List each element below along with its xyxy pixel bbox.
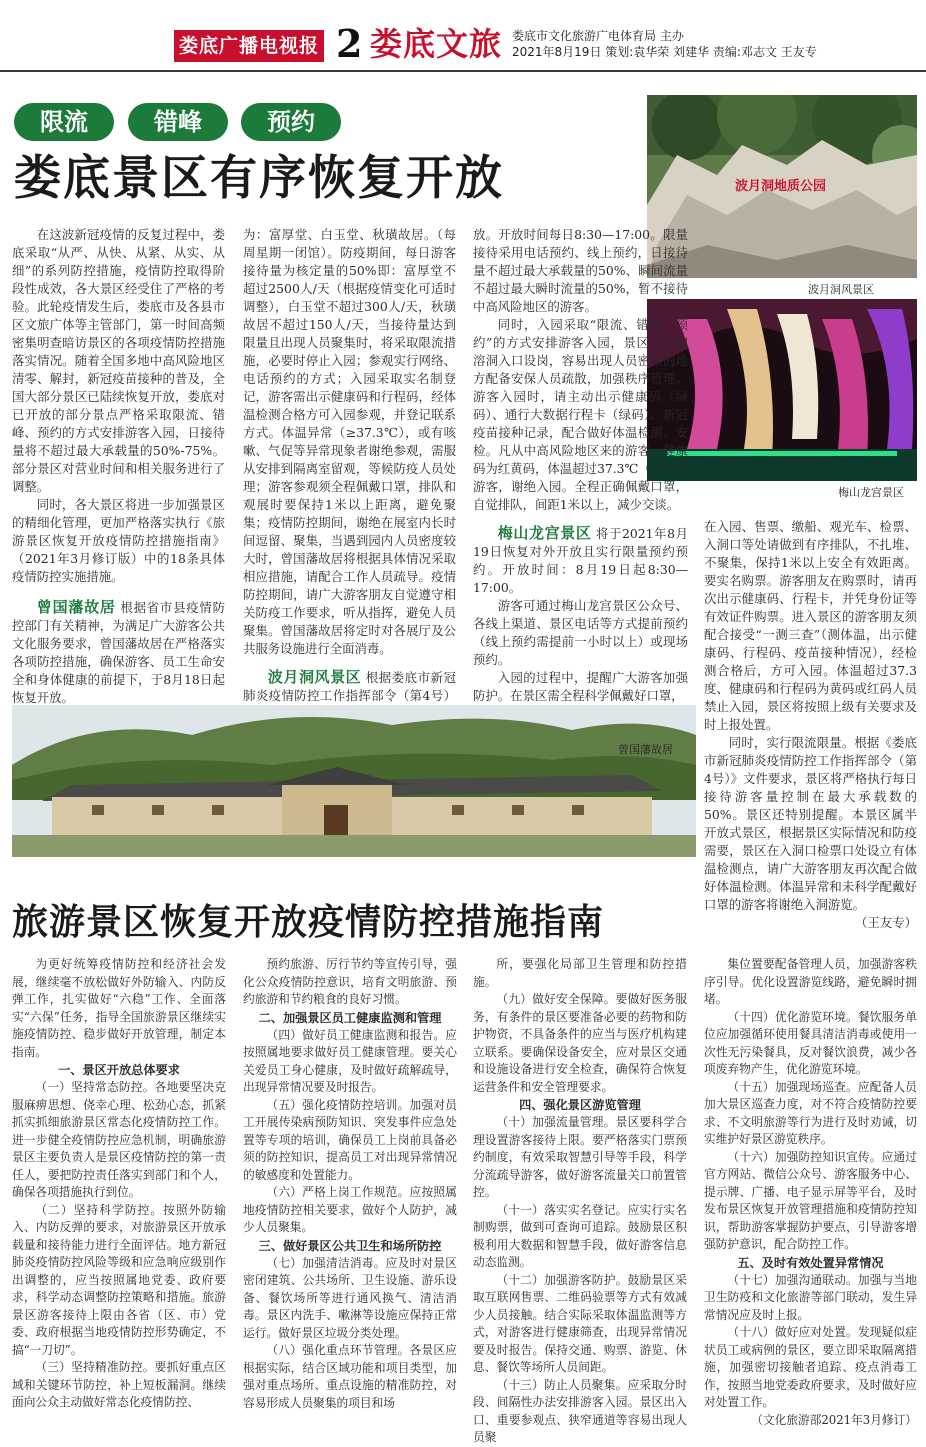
article1-column-2 (243, 226, 456, 759)
guide-paragraph: （八）强化重点环节管理。各景区应根据实际，结合区域功能和项目类型，加强对重点场所、重点设施的精准防控，对容易形成人员聚集的项目和场 (243, 1343, 457, 1410)
subhead-boyuedong: 波月洞风景区 (267, 668, 362, 686)
subhead-zengguofan: 曾国藩故居 (36, 598, 116, 616)
paragraph: 放。开放时间每日8:30—17:00。限量接待采用电话预约、线上预约，日接待量不超过最大承载量的50%、瞬间流量不超过最大瞬时流量的50%，暂不接待中高风险地区的游客。 (473, 227, 688, 314)
guide-paragraph: 预约旅游、厉行节约等宣传引导，强化公众疫情防控意识，培育文明旅游、预约旅游和节约粮食的良好习惯。 (243, 957, 457, 1006)
guide-section-heading: 五、及时有效处置异常情况 (737, 1255, 884, 1270)
paragraph-inline: 根据省市县疫情防控部门有关精神，为满足广大游客公共文化服务要求，曾国藩故居在严格落实各项防控措施，确保游客、员工生命安全和身体健康的前提下，于8月18日起恢复开放。 (12, 600, 225, 705)
guide-headline: 旅游景区恢复开放疫情防控措施指南 (12, 902, 605, 943)
guide-paragraph: （十五）加强现场巡查。应配备人员加大景区巡查力度，对不符合疫情防控要求、不文明旅游等行为进行及时劝诫，切实维护好景区游览秩序。 (704, 1079, 917, 1146)
tag-pill-3: 预约 (241, 103, 341, 141)
caption-boyuedong: 波月洞风景区 (808, 283, 874, 296)
zeng-section (12, 598, 225, 707)
article1-column-3 (473, 226, 688, 705)
paragraph: 游客可通过梅山龙宫景区公众号、各线上渠道、景区电话等方式提前预约（线上预约需提前一小时以上）或现场预约。 (473, 598, 688, 667)
paragraph: 为：富厚堂、白玉堂、秋璜故居。（每周星期一闭馆）。防疫期间，每日游客接待量为核定量的50%即：富厚堂不超过2500人/天（根据疫情变化可适时调整），白玉堂不超过300人/天，秋璜故居不超过150人/天，当接待量达到限量且出现人员聚集时，将采取限流措施，必要时停止入园；参观实行网络、电话预约的方式；入园采取实名制登记，游客需出示健康码和行程码，经体温检测合格方可入园参观，并登记联系方式。体温异常（≥37.3℃），或有咳嗽、气促等异常现象者谢绝参观，需服从安排到隔离室留观，等候防疫人员处理；游客参观须全程佩戴口罩，排队和观展时要保持1米以上距离，避免聚集；疫情防控期间，谢绝在展室内长时间逗留、聚集，当遇到园内人员密度较大时，曾国藩故居将根据具体情况采取相应措施，请配合工作人员疏导。疫情防控期间，请广大游客朋友自觉遵守相关防疫工作要求，听从指挥，避免人员聚集。曾国藩故居将定时对各展厅及公共服务设施进行全面消毒。 (243, 227, 456, 656)
section-title: 娄底文旅 (370, 25, 503, 63)
guide-source-note: （文化旅游部2021年3月修订） (751, 1412, 917, 1427)
paragraph-inline: 将于2021年8月19日恢复对外开放且实行限量预约预约。开放时间：8月19日起8:30—17:00。 (473, 526, 688, 595)
photo-zengguofan (12, 705, 696, 857)
guide-paragraph: （三）坚持精准防控。要抓好重点区域和关键环节防控，补上短板漏洞。继续面向公众主动做好常态化疫情防控、 (12, 1360, 226, 1409)
article1-column-1 (12, 226, 225, 761)
guide-section-heading: 一、景区开放总体要求 (58, 1063, 180, 1077)
guide-paragraph: （十七）加强沟通联动。加强与当地卫生防疫和文化旅游等部门联动，发生异常情况应及时上报。 (704, 1272, 917, 1322)
guide-paragraph: （十六）加强防控知识宣传。应通过官方网站、微信公众号、游客服务中心、提示牌、广播、电子显示屏等平台，及时发布景区恢复开放管理措施和疫情防控知识，帮助游客掌握防护要点，引导游客增强防护意识，配合防控工作。 (704, 1149, 917, 1251)
guide-paragraph: （六）严格上岗工作规范。应按照属地疫情防控相关要求，做好个人防护，减少人员聚集。 (243, 1185, 457, 1234)
guide-section-heading: 二、加强景区员工健康监测和管理 (258, 1010, 442, 1025)
guide-paragraph: （十二）加强游客防护。鼓励景区采取互联网售票、二维码验票等方式有效减少人员接触。结合实际采取体温监测等方式，对游客进行健康筛查，出现异常情况要及时报告。保持交通、购票、游览、休息、餐饮等场所人员间距。 (473, 1272, 687, 1374)
guide-paragraph: （二）坚持科学防控。按照外防输入、内防反弹的要求，对旅游景区开放承载量和接待能力进行全面评估。地方新冠肺炎疫情防控风险等级和应急响应级别作出调整的，应当按照属地党委、政府要求，科学动态调整防控策略和措施。旅游景区游客接待上限由各省（区、市）党委、政府根据当地疫情防控形势确定，不搞“一刀切”。 (12, 1202, 226, 1357)
guide-column-1 (12, 956, 226, 1412)
zengguofan-photo-image (12, 705, 696, 857)
guide-paragraph: （七）加强清洁消毒。应及时对景区密闭建筑、公共场所、卫生设施、游乐设备、餐饮场所等进行通风换气、清洁消毒。景区内洗手、嗽淋等设施应保持正常运行。做好景区垃圾分类处理。 (243, 1255, 457, 1340)
caption-zengguofan: 曾国藩故居 (618, 743, 673, 756)
main-headline: 娄底景区有序恢复开放 (14, 151, 504, 206)
publisher-line: 娄底市文化旅游广电体育局 主办 (512, 29, 684, 43)
guide-paragraph: （四）做好员工健康监测和报告。应按照属地要求做好员工健康管理。要关心关爱员工身心健康，及时做好疏解疏导，出现异常情况要及时报告。 (243, 1027, 457, 1094)
boyuedong-sign-text: 波月洞地质公园 (735, 179, 827, 194)
guide-paragraph: （一）坚持常态防控。各地要坚决克服麻痹思想、侥幸心理、松劲心态，抓紧抓实抓细旅游景区常态化疫情防控工作。进一步健全疫情防控应急机制，明确旅游景区主要负责人是景区疫情防控的第一责任人，要把防控责任落实到部门和个人，确保各项措施执行到位。 (12, 1080, 226, 1199)
guide-paragraph: （十三）防止人员聚集。应采取分时段、间隔性办法安排游客入园。景区出入口、重要参观点、狭窄通道等容易出现人员聚 (473, 1377, 687, 1444)
page-number: 2 (336, 21, 363, 66)
guide-column-3 (473, 956, 687, 1447)
guide-paragraph: （十一）落实实名登记。应实行实名制购票，做到可查询可追踪。鼓励景区积极利用大数据和智慧手段，做好游客信息动态监测。 (473, 1202, 687, 1269)
newspaper-brand: 娄底广播电视报 (174, 30, 324, 62)
meishan-section (473, 524, 688, 597)
paragraph: 同时，入园采取“限流、错峰、预约”的方式安排游客入园，景区大门和溶洞入口设岗，容易出现人员密集的地方配备安保人员疏散，加强秩序管理。游客入园时，请主动出示健康码（绿码）、通行大数据行程卡（绿码）、新冠疫苗接种记录，配合做好体温检测、安检。凡从中高风险地区来的游客，健康码为红黄码，体温超过37.3℃（含）的游客，谢绝入园。全程正确佩戴口罩，自觉排队，间距1米以上，减少交谈。 (473, 317, 688, 512)
tag-pill-2: 错峰 (128, 103, 228, 141)
guide-paragraph: （五）强化疫情防控培训。加强对员工开展传染病预防知识、突发事件应急处置等专项的培训，确保员工上岗前具备必须的防控知识，提高员工对出现异常情况的敏感度和处置能力。 (243, 1097, 457, 1182)
paragraph: 同时，实行限流限量。根据《娄底市新冠肺炎疫情防控工作指挥部令（第4号）》文件要求，景区将严格执行每日接待游客量控制在最大承载数的50%。景区还特别提醒。本景区属半开放式景区，根据景区实际情况和防疫需要，景区在入洞口检票口处设立有体温检测点，请广大游客朋友再次配合做好体温检测。体温异常和未科学配戴好口罩的游客将谢绝入洞游览。 (704, 735, 917, 912)
guide-column-4 (704, 956, 917, 1429)
masthead-rule (0, 70, 926, 72)
paragraph: 在这波新冠疫情的反复过程中，娄底采取“从严、从快、从紧、从实、从细”的系列防控措施，疫情防控取得阶段性成效，各大景区经受住了严格的考验。此轮疫情发生后，娄底市及各县市区文旅广体等主管部门，第一时间高频密集明查暗访景区的各项疫情防控措施落实情况。随着全国多地中高风险地区清零、解封，新冠疫苗接种的普及，全国大部分景区已陆续恢复开放，娄底对已开放的部分景点严格采取限流、错峰、预约的方式安排游客入园，日接待量将不超过最大承载量的50%-75%。部分景区对营业时间和相关服务进行了调整。 (12, 227, 225, 494)
guide-section-heading: 三、做好景区公共卫生和场所防控 (258, 1238, 442, 1253)
guide-paragraph: （十八）做好应对处置。发现疑似症状员工或病例的景区，要立即采取隔离措施，加强密切接触者追踪、疫点消毒工作，按照当地党委政府要求，及时做好应对处置工作。 (704, 1325, 917, 1409)
guide-paragraph: （十）加强流量管理。景区要科学合理设置游客接待上限。要严格落实门票预约制度，有效采取智慧引导等手段，科学分流疏导游客，做好游客流量关口前置管控。 (473, 1115, 687, 1199)
paragraph-inline: 根据娄底市新冠肺炎疫情防控工作指挥部令（第4号） (243, 670, 456, 703)
guide-paragraph: 为更好统筹疫情防控和经济社会发展，继续毫不放松做好外防输入、内防反弹工作，扎实做好“六稳”工作、全面落实“六保”任务，指导全国旅游景区继续实施疫情防控、稳步做好开放管理，制定本指南。 (12, 957, 226, 1059)
subhead-meishan: 梅山龙宫景区 (497, 524, 592, 542)
guide-paragraph: （十四）优化游览环境。餐饮服务单位应加强循环使用餐具清洁消毒或使用一次性无污染餐具，反对餐饮浪费，减少各项废弃物产生，优化游览环境。 (704, 1009, 917, 1076)
guide-column-2 (243, 956, 457, 1412)
article1-column-4 (704, 518, 917, 932)
guide-paragraph: 集位置要配备管理人员，加强游客秩序引导。优化设置游览线路，避免瞬时拥堵。 (704, 957, 917, 1006)
guide-paragraph: （九）做好安全保障。要做好医务服务，有条件的景区要准备必要的药物和防护物资，不具备条件的应当与医疗机构建立联系。要确保设备安全，应对景区交通和设施设备进行安全检查，确保符合恢复运营条件和安全管理要求。 (473, 992, 687, 1094)
author-signature: （王友专） (855, 915, 917, 930)
tag-pill-1: 限流 (14, 103, 114, 141)
paragraph: 入园的过程中，提醒广大游客加强防护。在景区需全程科学佩戴好口罩， (473, 670, 688, 703)
guide-section-heading: 四、强化景区游览管理 (519, 1098, 641, 1112)
issue-credits-line: 2021年8月19日 策划:袁华荣 刘建华 责编:邓志文 王友专 (512, 45, 817, 59)
paragraph: 同时，各大景区将进一步加强景区的精细化管理，更加严格落实执行《旅游景区恢复开放疫情防控措施指南》（2021年3月修订版）中的18条具体疫情防控实施措施。 (12, 497, 225, 584)
caption-meishan: 梅山龙宫景区 (838, 486, 904, 499)
guide-paragraph: 所，要强化局部卫生管理和防控措施。 (473, 957, 687, 989)
paragraph: 在入园、售票、缴船、观光车、检票、入洞口等处请做到有序排队，不扎堆、不聚集，保持1米以上安全有效距离。要实名购票。游客朋友在购票时，请再次出示健康码、行程卡，并凭身份证等有效证件购票。进入景区的游客朋友须配合接受“一测三查”（测体温，出示健康码、行程码、疫苗接种情况），经检测合格后，方可入园。体温超过37.3度、健康码和行程码为黄码或红码人员禁止入园，景区将按照上级有关要求及时上报处置。 (704, 519, 917, 732)
